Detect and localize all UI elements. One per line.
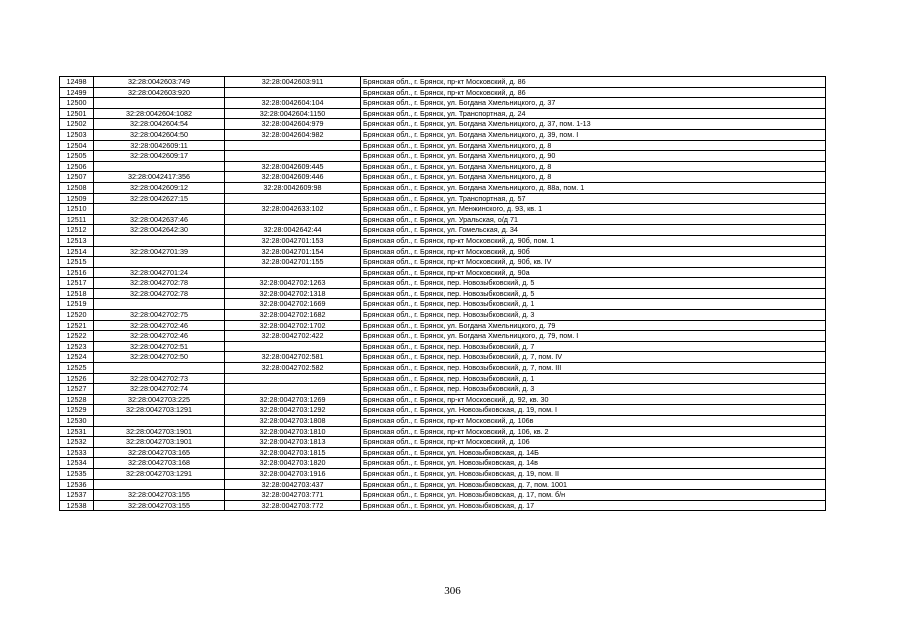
parcel-cadastral-number-cell: 32:28:0042701:24 xyxy=(94,267,225,278)
parcel-cadastral-number-cell: 32:28:0042702:73 xyxy=(94,373,225,384)
parcel-cadastral-number-cell xyxy=(94,257,225,268)
cadastral-register-table xyxy=(59,76,826,511)
object-cadastral-number-cell: 32:28:0042703:1810 xyxy=(225,426,361,437)
object-cadastral-number-cell xyxy=(225,341,361,352)
table-row xyxy=(60,278,826,289)
object-cadastral-number-cell: 32:28:0042702:581 xyxy=(225,352,361,363)
table-row xyxy=(60,140,826,151)
parcel-cadastral-number-cell: 32:28:0042604:1082 xyxy=(94,108,225,119)
row-number-cell: 12519 xyxy=(60,299,94,310)
parcel-cadastral-number-cell: 32:28:0042609:11 xyxy=(94,140,225,151)
object-cadastral-number-cell: 32:28:0042702:1318 xyxy=(225,288,361,299)
table-row xyxy=(60,437,826,448)
address-cell: Брянская обл., г. Брянск, пер. Новозыбковский, д. 7, пом. IV xyxy=(361,352,826,363)
address-cell: Брянская обл., г. Брянск, ул. Новозыбковская, д. 17, пом. б/н xyxy=(361,490,826,501)
row-number-cell: 12534 xyxy=(60,458,94,469)
table-row xyxy=(60,193,826,204)
object-cadastral-number-cell xyxy=(225,267,361,278)
table-row xyxy=(60,363,826,374)
table-row xyxy=(60,447,826,458)
table-row xyxy=(60,225,826,236)
table-row xyxy=(60,331,826,342)
row-number-cell: 12509 xyxy=(60,193,94,204)
object-cadastral-number-cell: 32:28:0042703:771 xyxy=(225,490,361,501)
row-number-cell: 12516 xyxy=(60,267,94,278)
table-row xyxy=(60,98,826,109)
parcel-cadastral-number-cell: 32:28:0042417:356 xyxy=(94,172,225,183)
row-number-cell: 12536 xyxy=(60,479,94,490)
address-cell: Брянская обл., г. Брянск, пр-кт Московский, д. 106, кв. 2 xyxy=(361,426,826,437)
row-number-cell: 12506 xyxy=(60,161,94,172)
table-row xyxy=(60,468,826,479)
parcel-cadastral-number-cell: 32:28:0042603:749 xyxy=(94,77,225,88)
parcel-cadastral-number-cell: 32:28:0042703:168 xyxy=(94,458,225,469)
table-row xyxy=(60,161,826,172)
row-number-cell: 12530 xyxy=(60,416,94,427)
object-cadastral-number-cell: 32:28:0042604:104 xyxy=(225,98,361,109)
row-number-cell: 12529 xyxy=(60,405,94,416)
row-number-cell: 12531 xyxy=(60,426,94,437)
parcel-cadastral-number-cell xyxy=(94,363,225,374)
address-cell: Брянская обл., г. Брянск, ул. Транспортная, д. 24 xyxy=(361,108,826,119)
object-cadastral-number-cell: 32:28:0042609:446 xyxy=(225,172,361,183)
row-number-cell: 12512 xyxy=(60,225,94,236)
table-row xyxy=(60,352,826,363)
table-row xyxy=(60,77,826,88)
address-cell: Брянская обл., г. Брянск, пер. Новозыбковский, д. 7 xyxy=(361,341,826,352)
object-cadastral-number-cell xyxy=(225,214,361,225)
parcel-cadastral-number-cell xyxy=(94,161,225,172)
address-cell: Брянская обл., г. Брянск, пер. Новозыбковский, д. 1 xyxy=(361,299,826,310)
object-cadastral-number-cell: 32:28:0042702:582 xyxy=(225,363,361,374)
parcel-cadastral-number-cell xyxy=(94,98,225,109)
row-number-cell: 12505 xyxy=(60,151,94,162)
address-cell: Брянская обл., г. Брянск, пр-кт Московский, д. 90а xyxy=(361,267,826,278)
object-cadastral-number-cell: 32:28:0042604:1150 xyxy=(225,108,361,119)
row-number-cell: 12528 xyxy=(60,394,94,405)
address-cell: Брянская обл., г. Брянск, пр-кт Московский, д. 86 xyxy=(361,87,826,98)
address-cell: Брянская обл., г. Брянск, ул. Новозыбковская, д. 19, пом. II xyxy=(361,468,826,479)
address-cell: Брянская обл., г. Брянск, ул. Гомельская, д. 34 xyxy=(361,225,826,236)
row-number-cell: 12538 xyxy=(60,500,94,511)
object-cadastral-number-cell xyxy=(225,373,361,384)
row-number-cell: 12515 xyxy=(60,257,94,268)
parcel-cadastral-number-cell: 32:28:0042703:155 xyxy=(94,500,225,511)
row-number-cell: 12521 xyxy=(60,320,94,331)
row-number-cell: 12513 xyxy=(60,235,94,246)
address-cell: Брянская обл., г. Брянск, пер. Новозыбковский, д. 3 xyxy=(361,310,826,321)
row-number-cell: 12517 xyxy=(60,278,94,289)
object-cadastral-number-cell xyxy=(225,151,361,162)
parcel-cadastral-number-cell: 32:28:0042603:920 xyxy=(94,87,225,98)
parcel-cadastral-number-cell: 32:28:0042703:225 xyxy=(94,394,225,405)
address-cell: Брянская обл., г. Брянск, пр-кт Московский, д. 86 xyxy=(361,77,826,88)
parcel-cadastral-number-cell: 32:28:0042702:74 xyxy=(94,384,225,395)
row-number-cell: 12507 xyxy=(60,172,94,183)
object-cadastral-number-cell: 32:28:0042703:1820 xyxy=(225,458,361,469)
object-cadastral-number-cell: 32:28:0042702:1669 xyxy=(225,299,361,310)
table-row xyxy=(60,310,826,321)
row-number-cell: 12499 xyxy=(60,87,94,98)
object-cadastral-number-cell xyxy=(225,140,361,151)
row-number-cell: 12524 xyxy=(60,352,94,363)
address-cell: Брянская обл., г. Брянск, пр-кт Московский, д. 90б, кв. IV xyxy=(361,257,826,268)
object-cadastral-number-cell: 32:28:0042703:437 xyxy=(225,479,361,490)
parcel-cadastral-number-cell xyxy=(94,479,225,490)
object-cadastral-number-cell: 32:28:0042642:44 xyxy=(225,225,361,236)
object-cadastral-number-cell: 32:28:0042703:1815 xyxy=(225,447,361,458)
table-row xyxy=(60,405,826,416)
parcel-cadastral-number-cell: 32:28:0042702:78 xyxy=(94,288,225,299)
address-cell: Брянская обл., г. Брянск, ул. Богдана Хмельницкого, д. 79, пом. I xyxy=(361,331,826,342)
row-number-cell: 12502 xyxy=(60,119,94,130)
address-cell: Брянская обл., г. Брянск, ул. Богдана Хмельницкого, д. 88а, пом. 1 xyxy=(361,182,826,193)
parcel-cadastral-number-cell: 32:28:0042702:78 xyxy=(94,278,225,289)
row-number-cell: 12535 xyxy=(60,468,94,479)
object-cadastral-number-cell: 32:28:0042609:445 xyxy=(225,161,361,172)
row-number-cell: 12537 xyxy=(60,490,94,501)
address-cell: Брянская обл., г. Брянск, ул. Новозыбковская, д. 14Б xyxy=(361,447,826,458)
object-cadastral-number-cell: 32:28:0042609:98 xyxy=(225,182,361,193)
row-number-cell: 12498 xyxy=(60,77,94,88)
table-row xyxy=(60,320,826,331)
row-number-cell: 12532 xyxy=(60,437,94,448)
object-cadastral-number-cell: 32:28:0042703:1292 xyxy=(225,405,361,416)
object-cadastral-number-cell: 32:28:0042701:153 xyxy=(225,235,361,246)
address-cell: Брянская обл., г. Брянск, ул. Богдана Хмельницкого, д. 39, пом. I xyxy=(361,129,826,140)
object-cadastral-number-cell: 32:28:0042701:154 xyxy=(225,246,361,257)
parcel-cadastral-number-cell: 32:28:0042703:155 xyxy=(94,490,225,501)
parcel-cadastral-number-cell: 32:28:0042702:46 xyxy=(94,320,225,331)
parcel-cadastral-number-cell xyxy=(94,204,225,215)
parcel-cadastral-number-cell: 32:28:0042703:1291 xyxy=(94,405,225,416)
address-cell: Брянская обл., г. Брянск, ул. Транспортная, д. 57 xyxy=(361,193,826,204)
address-cell: Брянская обл., г. Брянск, ул. Новозыбковская, д. 19, пом. I xyxy=(361,405,826,416)
table-row xyxy=(60,108,826,119)
object-cadastral-number-cell: 32:28:0042703:1269 xyxy=(225,394,361,405)
parcel-cadastral-number-cell: 32:28:0042701:39 xyxy=(94,246,225,257)
table-row xyxy=(60,384,826,395)
table-row xyxy=(60,479,826,490)
row-number-cell: 12514 xyxy=(60,246,94,257)
parcel-cadastral-number-cell xyxy=(94,416,225,427)
table-row xyxy=(60,246,826,257)
parcel-cadastral-number-cell: 32:28:0042703:165 xyxy=(94,447,225,458)
address-cell: Брянская обл., г. Брянск, ул. Уральская, о/д 71 xyxy=(361,214,826,225)
table-row xyxy=(60,204,826,215)
row-number-cell: 12504 xyxy=(60,140,94,151)
parcel-cadastral-number-cell: 32:28:0042642:30 xyxy=(94,225,225,236)
row-number-cell: 12526 xyxy=(60,373,94,384)
row-number-cell: 12518 xyxy=(60,288,94,299)
address-cell: Брянская обл., г. Брянск, ул. Богдана Хмельницкого, д. 8 xyxy=(361,140,826,151)
address-cell: Брянская обл., г. Брянск, ул. Богдана Хмельницкого, д. 90 xyxy=(361,151,826,162)
table-row xyxy=(60,299,826,310)
object-cadastral-number-cell: 32:28:0042702:422 xyxy=(225,331,361,342)
address-cell: Брянская обл., г. Брянск, ул. Богдана Хмельницкого, д. 8 xyxy=(361,161,826,172)
object-cadastral-number-cell xyxy=(225,193,361,204)
address-cell: Брянская обл., г. Брянск, пр-кт Московский, д. 90б, пом. 1 xyxy=(361,235,826,246)
table-row xyxy=(60,87,826,98)
parcel-cadastral-number-cell xyxy=(94,299,225,310)
table-row xyxy=(60,182,826,193)
address-cell: Брянская обл., г. Брянск, ул. Богдана Хмельницкого, д. 37 xyxy=(361,98,826,109)
table-row xyxy=(60,267,826,278)
object-cadastral-number-cell: 32:28:0042703:1813 xyxy=(225,437,361,448)
parcel-cadastral-number-cell: 32:28:0042702:46 xyxy=(94,331,225,342)
table-row xyxy=(60,119,826,130)
row-number-cell: 12501 xyxy=(60,108,94,119)
table-row xyxy=(60,490,826,501)
table-row xyxy=(60,257,826,268)
address-cell: Брянская обл., г. Брянск, ул. Богдана Хмельницкого, д. 8 xyxy=(361,172,826,183)
row-number-cell: 12533 xyxy=(60,447,94,458)
table-row xyxy=(60,172,826,183)
parcel-cadastral-number-cell: 32:28:0042703:1901 xyxy=(94,426,225,437)
register-table-body xyxy=(60,77,826,511)
parcel-cadastral-number-cell: 32:28:0042609:12 xyxy=(94,182,225,193)
object-cadastral-number-cell xyxy=(225,384,361,395)
object-cadastral-number-cell: 32:28:0042603:911 xyxy=(225,77,361,88)
parcel-cadastral-number-cell xyxy=(94,235,225,246)
table-row xyxy=(60,426,826,437)
row-number-cell: 12520 xyxy=(60,310,94,321)
table-row xyxy=(60,214,826,225)
address-cell: Брянская обл., г. Брянск, пр-кт Московский, д. 106 xyxy=(361,437,826,448)
row-number-cell: 12523 xyxy=(60,341,94,352)
row-number-cell: 12522 xyxy=(60,331,94,342)
object-cadastral-number-cell: 32:28:0042703:1916 xyxy=(225,468,361,479)
table-row xyxy=(60,151,826,162)
row-number-cell: 12527 xyxy=(60,384,94,395)
table-row xyxy=(60,458,826,469)
table-row xyxy=(60,235,826,246)
parcel-cadastral-number-cell: 32:28:0042703:1901 xyxy=(94,437,225,448)
object-cadastral-number-cell: 32:28:0042703:772 xyxy=(225,500,361,511)
page-number: 306 xyxy=(444,585,461,597)
row-number-cell: 12510 xyxy=(60,204,94,215)
object-cadastral-number-cell: 32:28:0042701:155 xyxy=(225,257,361,268)
parcel-cadastral-number-cell: 32:28:0042702:51 xyxy=(94,341,225,352)
row-number-cell: 12525 xyxy=(60,363,94,374)
object-cadastral-number-cell: 32:28:0042604:982 xyxy=(225,129,361,140)
parcel-cadastral-number-cell: 32:28:0042703:1291 xyxy=(94,468,225,479)
object-cadastral-number-cell: 32:28:0042633:102 xyxy=(225,204,361,215)
address-cell: Брянская обл., г. Брянск, пер. Новозыбковский, д. 5 xyxy=(361,288,826,299)
parcel-cadastral-number-cell: 32:28:0042604:50 xyxy=(94,129,225,140)
parcel-cadastral-number-cell: 32:28:0042702:50 xyxy=(94,352,225,363)
table-row xyxy=(60,416,826,427)
object-cadastral-number-cell xyxy=(225,87,361,98)
object-cadastral-number-cell: 32:28:0042703:1808 xyxy=(225,416,361,427)
address-cell: Брянская обл., г. Брянск, ул. Богдана Хмельницкого, д. 79 xyxy=(361,320,826,331)
parcel-cadastral-number-cell: 32:28:0042627:15 xyxy=(94,193,225,204)
table-row xyxy=(60,500,826,511)
address-cell: Брянская обл., г. Брянск, пер. Новозыбковский, д. 7, пом. III xyxy=(361,363,826,374)
address-cell: Брянская обл., г. Брянск, пр-кт Московский, д. 92, кв. 30 xyxy=(361,394,826,405)
address-cell: Брянская обл., г. Брянск, пр-кт Московский, д. 90б xyxy=(361,246,826,257)
parcel-cadastral-number-cell: 32:28:0042637:46 xyxy=(94,214,225,225)
parcel-cadastral-number-cell: 32:28:0042609:17 xyxy=(94,151,225,162)
row-number-cell: 12511 xyxy=(60,214,94,225)
address-cell: Брянская обл., г. Брянск, ул. Менжинского, д. 93, кв. 1 xyxy=(361,204,826,215)
object-cadastral-number-cell: 32:28:0042702:1263 xyxy=(225,278,361,289)
address-cell: Брянская обл., г. Брянск, ул. Новозыбковская, д. 7, пом. 1001 xyxy=(361,479,826,490)
object-cadastral-number-cell: 32:28:0042702:1702 xyxy=(225,320,361,331)
table-row xyxy=(60,394,826,405)
address-cell: Брянская обл., г. Брянск, ул. Новозыбковская, д. 14в xyxy=(361,458,826,469)
address-cell: Брянская обл., г. Брянск, ул. Новозыбковская, д. 17 xyxy=(361,500,826,511)
table-row xyxy=(60,341,826,352)
address-cell: Брянская обл., г. Брянск, пер. Новозыбковский, д. 3 xyxy=(361,384,826,395)
address-cell: Брянская обл., г. Брянск, ул. Богдана Хмельницкого, д. 37, пом. 1-13 xyxy=(361,119,826,130)
row-number-cell: 12503 xyxy=(60,129,94,140)
object-cadastral-number-cell: 32:28:0042604:979 xyxy=(225,119,361,130)
object-cadastral-number-cell: 32:28:0042702:1682 xyxy=(225,310,361,321)
table-row xyxy=(60,129,826,140)
address-cell: Брянская обл., г. Брянск, пр-кт Московский, д. 106в xyxy=(361,416,826,427)
row-number-cell: 12500 xyxy=(60,98,94,109)
parcel-cadastral-number-cell: 32:28:0042604:54 xyxy=(94,119,225,130)
table-row xyxy=(60,288,826,299)
parcel-cadastral-number-cell: 32:28:0042702:75 xyxy=(94,310,225,321)
row-number-cell: 12508 xyxy=(60,182,94,193)
address-cell: Брянская обл., г. Брянск, пер. Новозыбковский, д. 5 xyxy=(361,278,826,289)
address-cell: Брянская обл., г. Брянск, пер. Новозыбковский, д. 1 xyxy=(361,373,826,384)
table-row xyxy=(60,373,826,384)
